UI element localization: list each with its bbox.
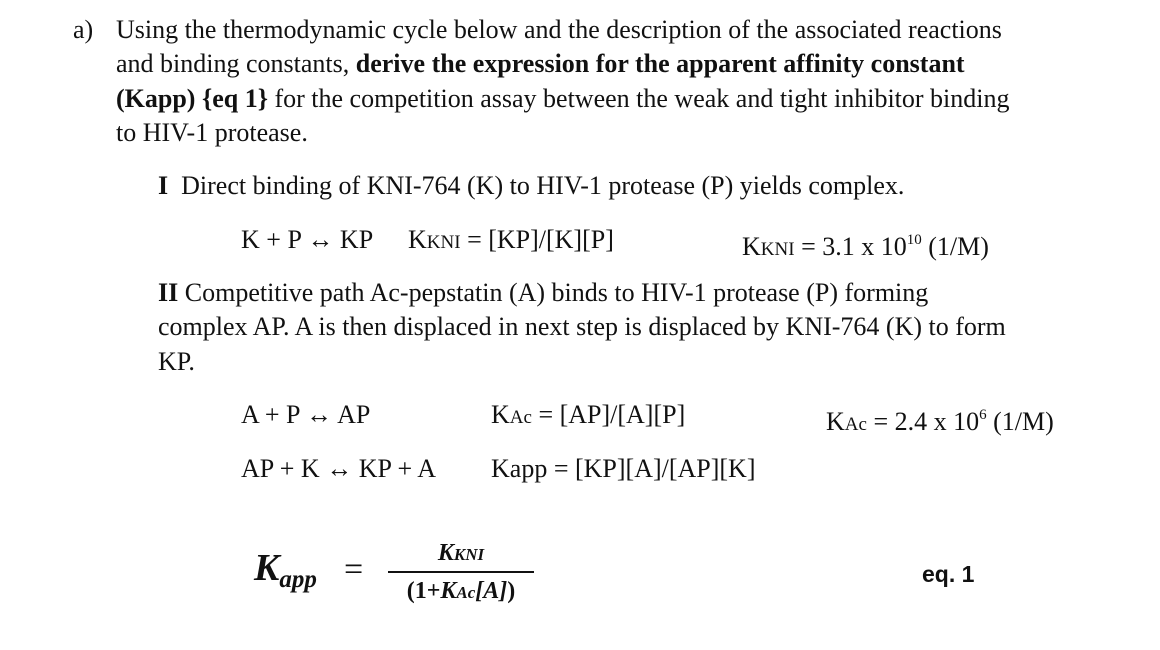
k-letter: K — [491, 400, 510, 429]
question-intro-line-3 — [116, 82, 1010, 117]
section-i-numeral: I — [158, 171, 169, 200]
value-text: = 2.4 x 10 — [866, 407, 980, 436]
value-unit: (1/M) — [986, 407, 1054, 436]
intro-bold-kapp: (Kapp) {eq 1} — [116, 84, 268, 113]
section-i-heading — [158, 169, 904, 204]
den-bracket: [A] — [475, 578, 508, 604]
fraction-bar — [388, 571, 534, 573]
value-text: = 3.1 x 10 — [794, 232, 907, 261]
intro-text: for the competition assay between the weak and tight inhibitor binding — [267, 84, 1010, 113]
den-open: (1+ — [406, 578, 441, 604]
value-exponent: 10 — [906, 232, 922, 248]
question-label: a) — [73, 15, 94, 44]
k-letter: K — [408, 225, 427, 254]
expression-text: = [AP]/[A][P] — [531, 400, 686, 429]
intro-bold-instruction: derive the expression for the apparent affinity constant — [355, 49, 965, 78]
section-ii-numeral: II — [158, 278, 179, 307]
fraction-numerator — [388, 538, 534, 570]
value-unit: (1/M) — [921, 232, 989, 261]
section-ii-line-3: KP. — [158, 347, 195, 376]
section-i-reaction: K + P ↔ KP — [241, 225, 374, 254]
section-ii-line-1 — [158, 276, 928, 311]
section-i-value — [742, 223, 989, 268]
question-intro-line-2 — [116, 47, 965, 82]
numerator-letter: K — [437, 540, 454, 566]
intro-text: and binding constants, — [116, 49, 356, 78]
section-i-expression — [408, 223, 614, 261]
k-letter: K — [826, 407, 845, 436]
k-letter: K — [742, 232, 761, 261]
section-ii-reaction-1: A + P ↔ AP — [241, 400, 371, 429]
k-subscript: Ac — [844, 414, 867, 435]
value-exponent: 6 — [979, 407, 987, 423]
section-ii-expression-1 — [491, 398, 685, 436]
section-ii-value — [826, 398, 1054, 443]
equals-sign: = — [344, 551, 364, 588]
question-intro-line-4: to HIV-1 protease. — [116, 118, 308, 147]
k-subscript: KNI — [426, 232, 461, 253]
den-letter: K — [440, 578, 457, 604]
expression-text: = [KP]/[K][P] — [460, 225, 614, 254]
question-intro-line-1: Using the thermodynamic cycle below and the description of the associated reactions — [116, 15, 1002, 44]
k-subscript: KNI — [760, 239, 795, 260]
fraction-denominator — [388, 576, 534, 608]
section-ii-reaction-2: AP + K ↔ KP + A — [241, 454, 436, 483]
equation-label: eq. 1 — [922, 561, 975, 587]
kapp-fraction — [388, 538, 534, 608]
den-close: ) — [507, 578, 516, 604]
section-ii-text: Competitive path Ac-pepstatin (A) binds to HIV-1 protease (P) forming — [184, 278, 929, 307]
section-ii-expression-2: Kapp = [KP][A]/[AP][K] — [491, 454, 756, 483]
kapp-letter: K — [254, 547, 280, 589]
den-subscript: Ac — [456, 583, 476, 602]
kapp-lhs — [254, 546, 317, 594]
section-ii-line-2: complex AP. A is then displaced in next step is displaced by KNI-764 (K) to form — [158, 312, 1006, 341]
numerator-subscript: KNI — [453, 545, 485, 564]
kapp-subscript: app — [279, 566, 317, 593]
section-i-text: Direct binding of KNI-764 (K) to HIV-1 protease (P) yields complex. — [181, 171, 905, 200]
k-subscript: Ac — [509, 407, 532, 428]
